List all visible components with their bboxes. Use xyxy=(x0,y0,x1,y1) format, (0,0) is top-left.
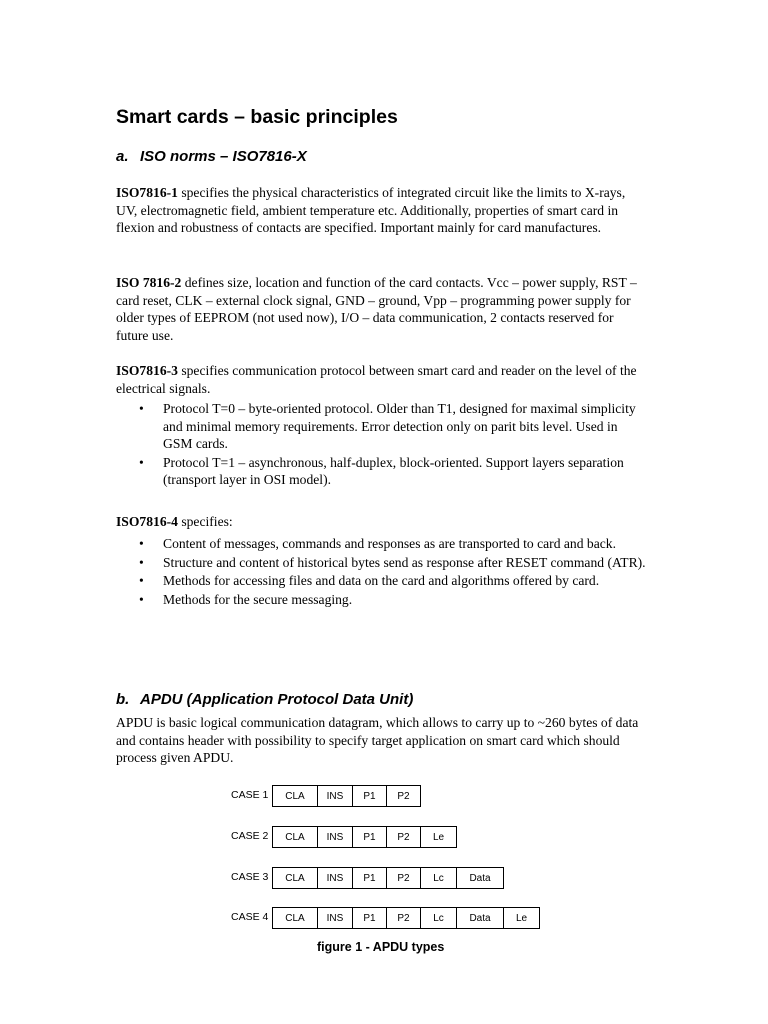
list-item xyxy=(116,572,646,590)
apdu-cell-p1: P1 xyxy=(352,785,387,807)
paragraph-iso7816-2 xyxy=(116,274,646,344)
paragraph-key: ISO7816-1 xyxy=(116,185,178,200)
bullet-icon: • xyxy=(139,573,144,588)
apdu-cell-le: Le xyxy=(420,826,457,848)
apdu-cell-cla: CLA xyxy=(272,907,318,929)
bullet-icon: • xyxy=(139,554,144,570)
apdu-cell-data: Data xyxy=(456,907,504,929)
case-1-row xyxy=(272,785,421,807)
list-item-text: Methods for accessing files and data on the card and algorithms offered by card. xyxy=(163,573,600,588)
section-b-title: APDU (Application Protocol Data Unit) xyxy=(140,691,414,708)
apdu-cell-cla: CLA xyxy=(272,867,318,889)
case-3-row xyxy=(272,867,504,889)
paragraph-text: specifies the physical characteristics of integrated circuit like the limits to X-rays, UV, electromagnetic field, ambient temperature etc. Additionally, properties of smart card in flexion and robustness of contacts are specified. Important mainly for card manufactures. xyxy=(116,185,626,235)
paragraph-key: ISO 7816-2 xyxy=(116,275,182,290)
apdu-cell-p1: P1 xyxy=(352,867,387,889)
section-a-heading xyxy=(116,148,307,165)
paragraph-key: ISO7816-4 xyxy=(116,514,178,529)
section-b-label: b. xyxy=(116,691,130,708)
list-item xyxy=(116,535,646,553)
paragraph-iso7816-4 xyxy=(116,513,646,531)
bullet-icon: • xyxy=(139,401,144,416)
case-1-label: CASE 1 xyxy=(231,789,269,801)
apdu-cell-p2: P2 xyxy=(386,826,421,848)
apdu-cell-cla: CLA xyxy=(272,785,318,807)
section-a-label: a. xyxy=(116,148,129,165)
list-item-text: Protocol T=1 – asynchronous, half-duplex, block-oriented. Support layers separation (transport layer in OSI model). xyxy=(163,454,624,487)
list-item-text: Structure and content of historical bytes send as response after RESET command (ATR). xyxy=(163,554,646,570)
paragraph-text: defines size, location and function of the card contacts. Vcc – power supply, RST – card reset, CLK – external clock signal, GND – ground, Vpp – programming power supply for older types of EEPROM (not used now), I/O – data communication, 2 contacts reserved for future use. xyxy=(116,275,637,343)
list-item xyxy=(116,554,646,572)
apdu-cell-cla: CLA xyxy=(272,826,318,848)
list-item xyxy=(116,591,646,609)
bullet-icon: • xyxy=(139,454,144,470)
case-2-row xyxy=(272,826,457,848)
apdu-cell-p1: P1 xyxy=(352,826,387,848)
paragraph-iso7816-1 xyxy=(116,184,646,237)
list-item-text: Methods for the secure messaging. xyxy=(163,591,353,607)
iso7816-3-bullets xyxy=(116,400,646,490)
page-title: Smart cards – basic principles xyxy=(116,106,398,128)
apdu-cell-ins: INS xyxy=(317,785,353,807)
case-4-label: CASE 4 xyxy=(231,911,269,923)
list-item-text: Protocol T=0 – byte-oriented protocol. Older than T1, designed for maximal simplicity and minimal memory requirements. Error detection only on parit bits level. Used in GSM cards. xyxy=(163,401,636,451)
apdu-cell-p2: P2 xyxy=(386,907,421,929)
apdu-cell-ins: INS xyxy=(317,826,353,848)
case-2-label: CASE 2 xyxy=(231,830,269,842)
case-4-row xyxy=(272,907,540,929)
paragraph-key: ISO7816-3 xyxy=(116,363,178,378)
list-item xyxy=(116,400,646,453)
apdu-cell-lc: Lc xyxy=(420,907,457,929)
apdu-cell-ins: INS xyxy=(317,867,353,889)
paragraph-text: APDU is basic logical communication datagram, which allows to carry up to ~260 bytes of data and contains header with possibility to specify target application on smart card which should process given APDU. xyxy=(116,715,639,765)
section-b-heading xyxy=(116,691,413,708)
list-item xyxy=(116,454,646,489)
paragraph-text: specifies: xyxy=(177,514,233,529)
apdu-cell-lc: Lc xyxy=(420,867,457,889)
apdu-cell-data: Data xyxy=(456,867,504,889)
list-item-text: Content of messages, commands and responses as are transported to card and back. xyxy=(163,536,616,551)
bullet-icon: • xyxy=(139,536,144,551)
apdu-cell-p2: P2 xyxy=(386,867,421,889)
bullet-icon: • xyxy=(139,591,144,607)
paragraph-apdu xyxy=(116,714,646,767)
section-a-title: ISO norms – ISO7816-X xyxy=(140,148,307,165)
apdu-cell-p2: P2 xyxy=(386,785,421,807)
apdu-cell-p1: P1 xyxy=(352,907,387,929)
case-3-label: CASE 3 xyxy=(231,871,269,883)
paragraph-iso7816-3 xyxy=(116,362,646,397)
paragraph-text: specifies communication protocol between smart card and reader on the level of the electrical signals. xyxy=(116,363,637,396)
figure-caption: figure 1 - APDU types xyxy=(317,940,445,954)
iso7816-4-bullets xyxy=(116,535,646,609)
apdu-cell-le: Le xyxy=(503,907,540,929)
apdu-cell-ins: INS xyxy=(317,907,353,929)
